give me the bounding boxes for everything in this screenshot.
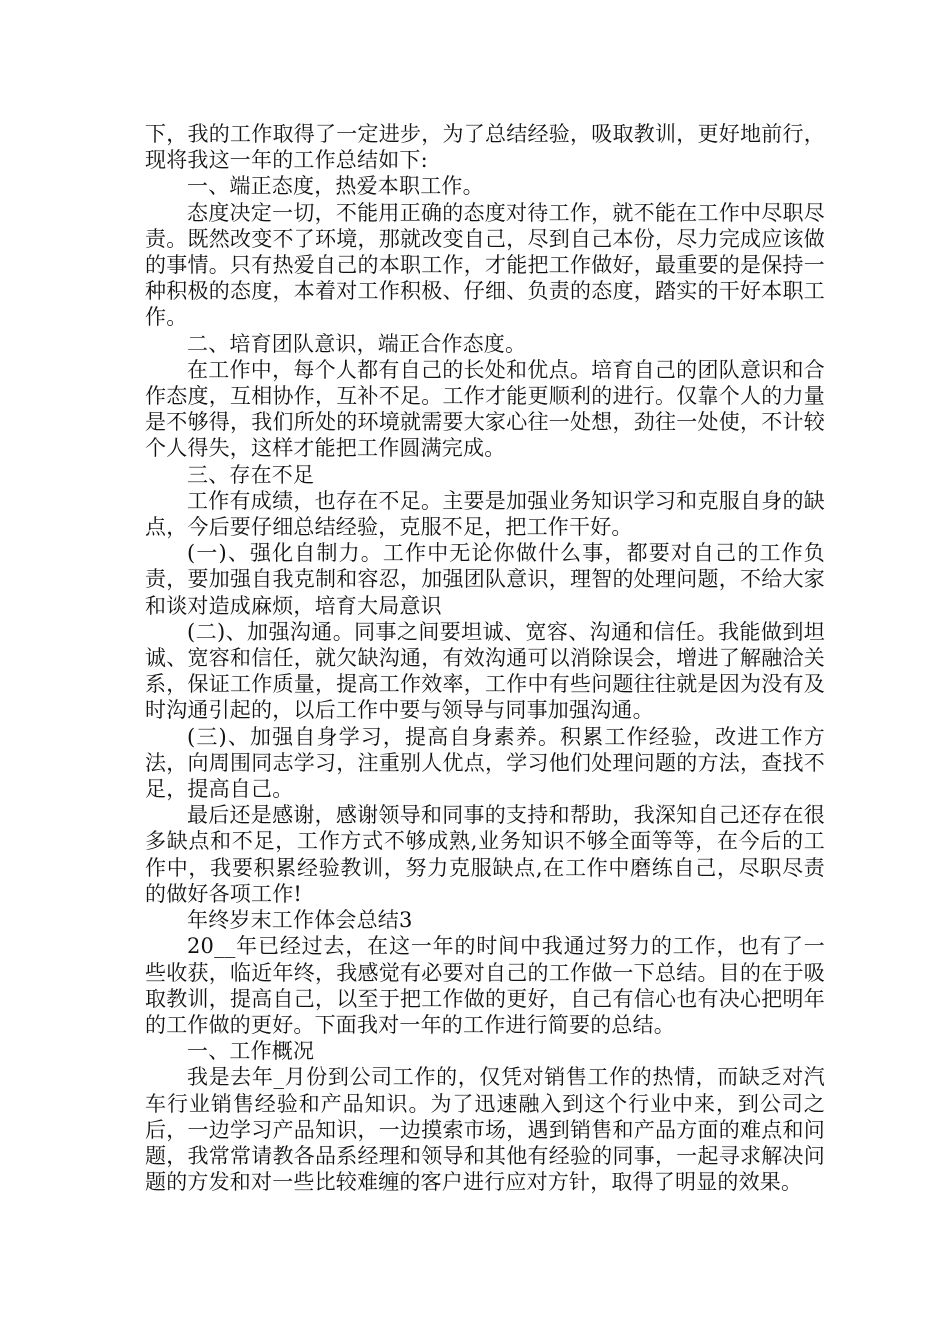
document-body	[145, 121, 825, 1195]
paragraph-attitude: 态度决定一切，不能用正确的态度对待工作，就不能在工作中尽职尽责。既然改变不了环境，那就改变自己，尽到自己本份，尽力完成应该做的事情。只有热爱自己的本职工作，才能把工作做好，最重要的是保持一种积极的态度，本着对工作积极、仔细、负责的态度，踏实的干好本职工作。	[145, 200, 825, 330]
paragraph-self-study: (三)、加强自身学习，提高自身素养。积累工作经验，改进工作方法，向周围同志学习，注重别人优点，学习他们处理问题的方法，查找不足，提高自己。	[145, 724, 825, 802]
section-heading-attitude: 一、端正态度，热爱本职工作。	[187, 174, 484, 199]
paragraph-shortcomings: 工作有成绩，也存在不足。主要是加强业务知识学习和克服自身的缺点，今后要仔细总结经验，克服不足，把工作干好。	[145, 488, 825, 540]
paragraph-self-control: (一)、强化自制力。工作中无论你做什么事，都要对自己的工作负责，要加强自我克制和容忍，加强团队意识，理智的处理问题，不给大家和谈对造成麻烦，培育大局意识	[145, 541, 825, 618]
paragraph-communication: (二)、加强沟通。同事之间要坦诚、宽容、沟通和信任。我能做到坦诚、宽容和信任，就欠缺沟通，有效沟通可以消除误会，增进了解融洽关系，保证工作质量，提高工作效率，工作中有些问题往往就是因为没有及时沟通引起的，以后工作中要与领导与同事加强沟通。	[145, 619, 825, 723]
section-heading-teamwork: 二、培育团队意识，端正合作态度。	[187, 331, 527, 356]
paragraph-intro-3: 20__年已经过去，在这一年的时间中我通过努力的工作，也有了一些收获，临近年终，我感觉有必要对自己的工作做一下总结。目的在于吸取教训，提高自己，以至于把工作做的更好，自己有信心也有决心把明年的工作做的更好。下面我对一年的工作进行简要的总结。	[145, 934, 825, 1037]
paragraph-thanks: 最后还是感谢，感谢领导和同事的支持和帮助，我深知自己还存在很多缺点和不足，工作方式不够成熟,业务知识不够全面等等，在今后的工作中，我要积累经验教训，努力克服缺点,在工作中磨练自己，尽职尽责的做好各项工作!	[145, 803, 825, 906]
paragraph-continuation: 下，我的工作取得了一定进步，为了总结经验，吸取教训，更好地前行，现将我这一年的工作总结如下:	[145, 122, 825, 173]
paragraph-teamwork: 在工作中，每个人都有自己的长处和优点。培育自己的团队意识和合作态度，互相协作，互补不足。工作才能更顺利的进行。仅靠个人的力量是不够得，我们所处的环境就需要大家心往一处想，劲往一处使，不计较个人得失，这样才能把工作圆满完成。	[145, 357, 825, 461]
section-heading-overview: 一、工作概况	[187, 1039, 315, 1064]
section-heading-shortcomings: 三、存在不足	[187, 462, 315, 487]
article-title-3: 年终岁末工作体会总结3	[187, 908, 413, 933]
paragraph-overview: 我是去年_月份到公司工作的，仅凭对销售工作的热情，而缺乏对汽车行业销售经验和产品知识。为了迅速融入到这个行业中来，到公司之后，一边学习产品知识，一边摸索市场，遇到销售和产品方面的难点和问题，我常常请教各品系经理和领导和其他有经验的同事，一起寻求解决问题的方发和对一些比较难缠的客户进行应对方针，取得了明显的效果。	[145, 1065, 825, 1195]
